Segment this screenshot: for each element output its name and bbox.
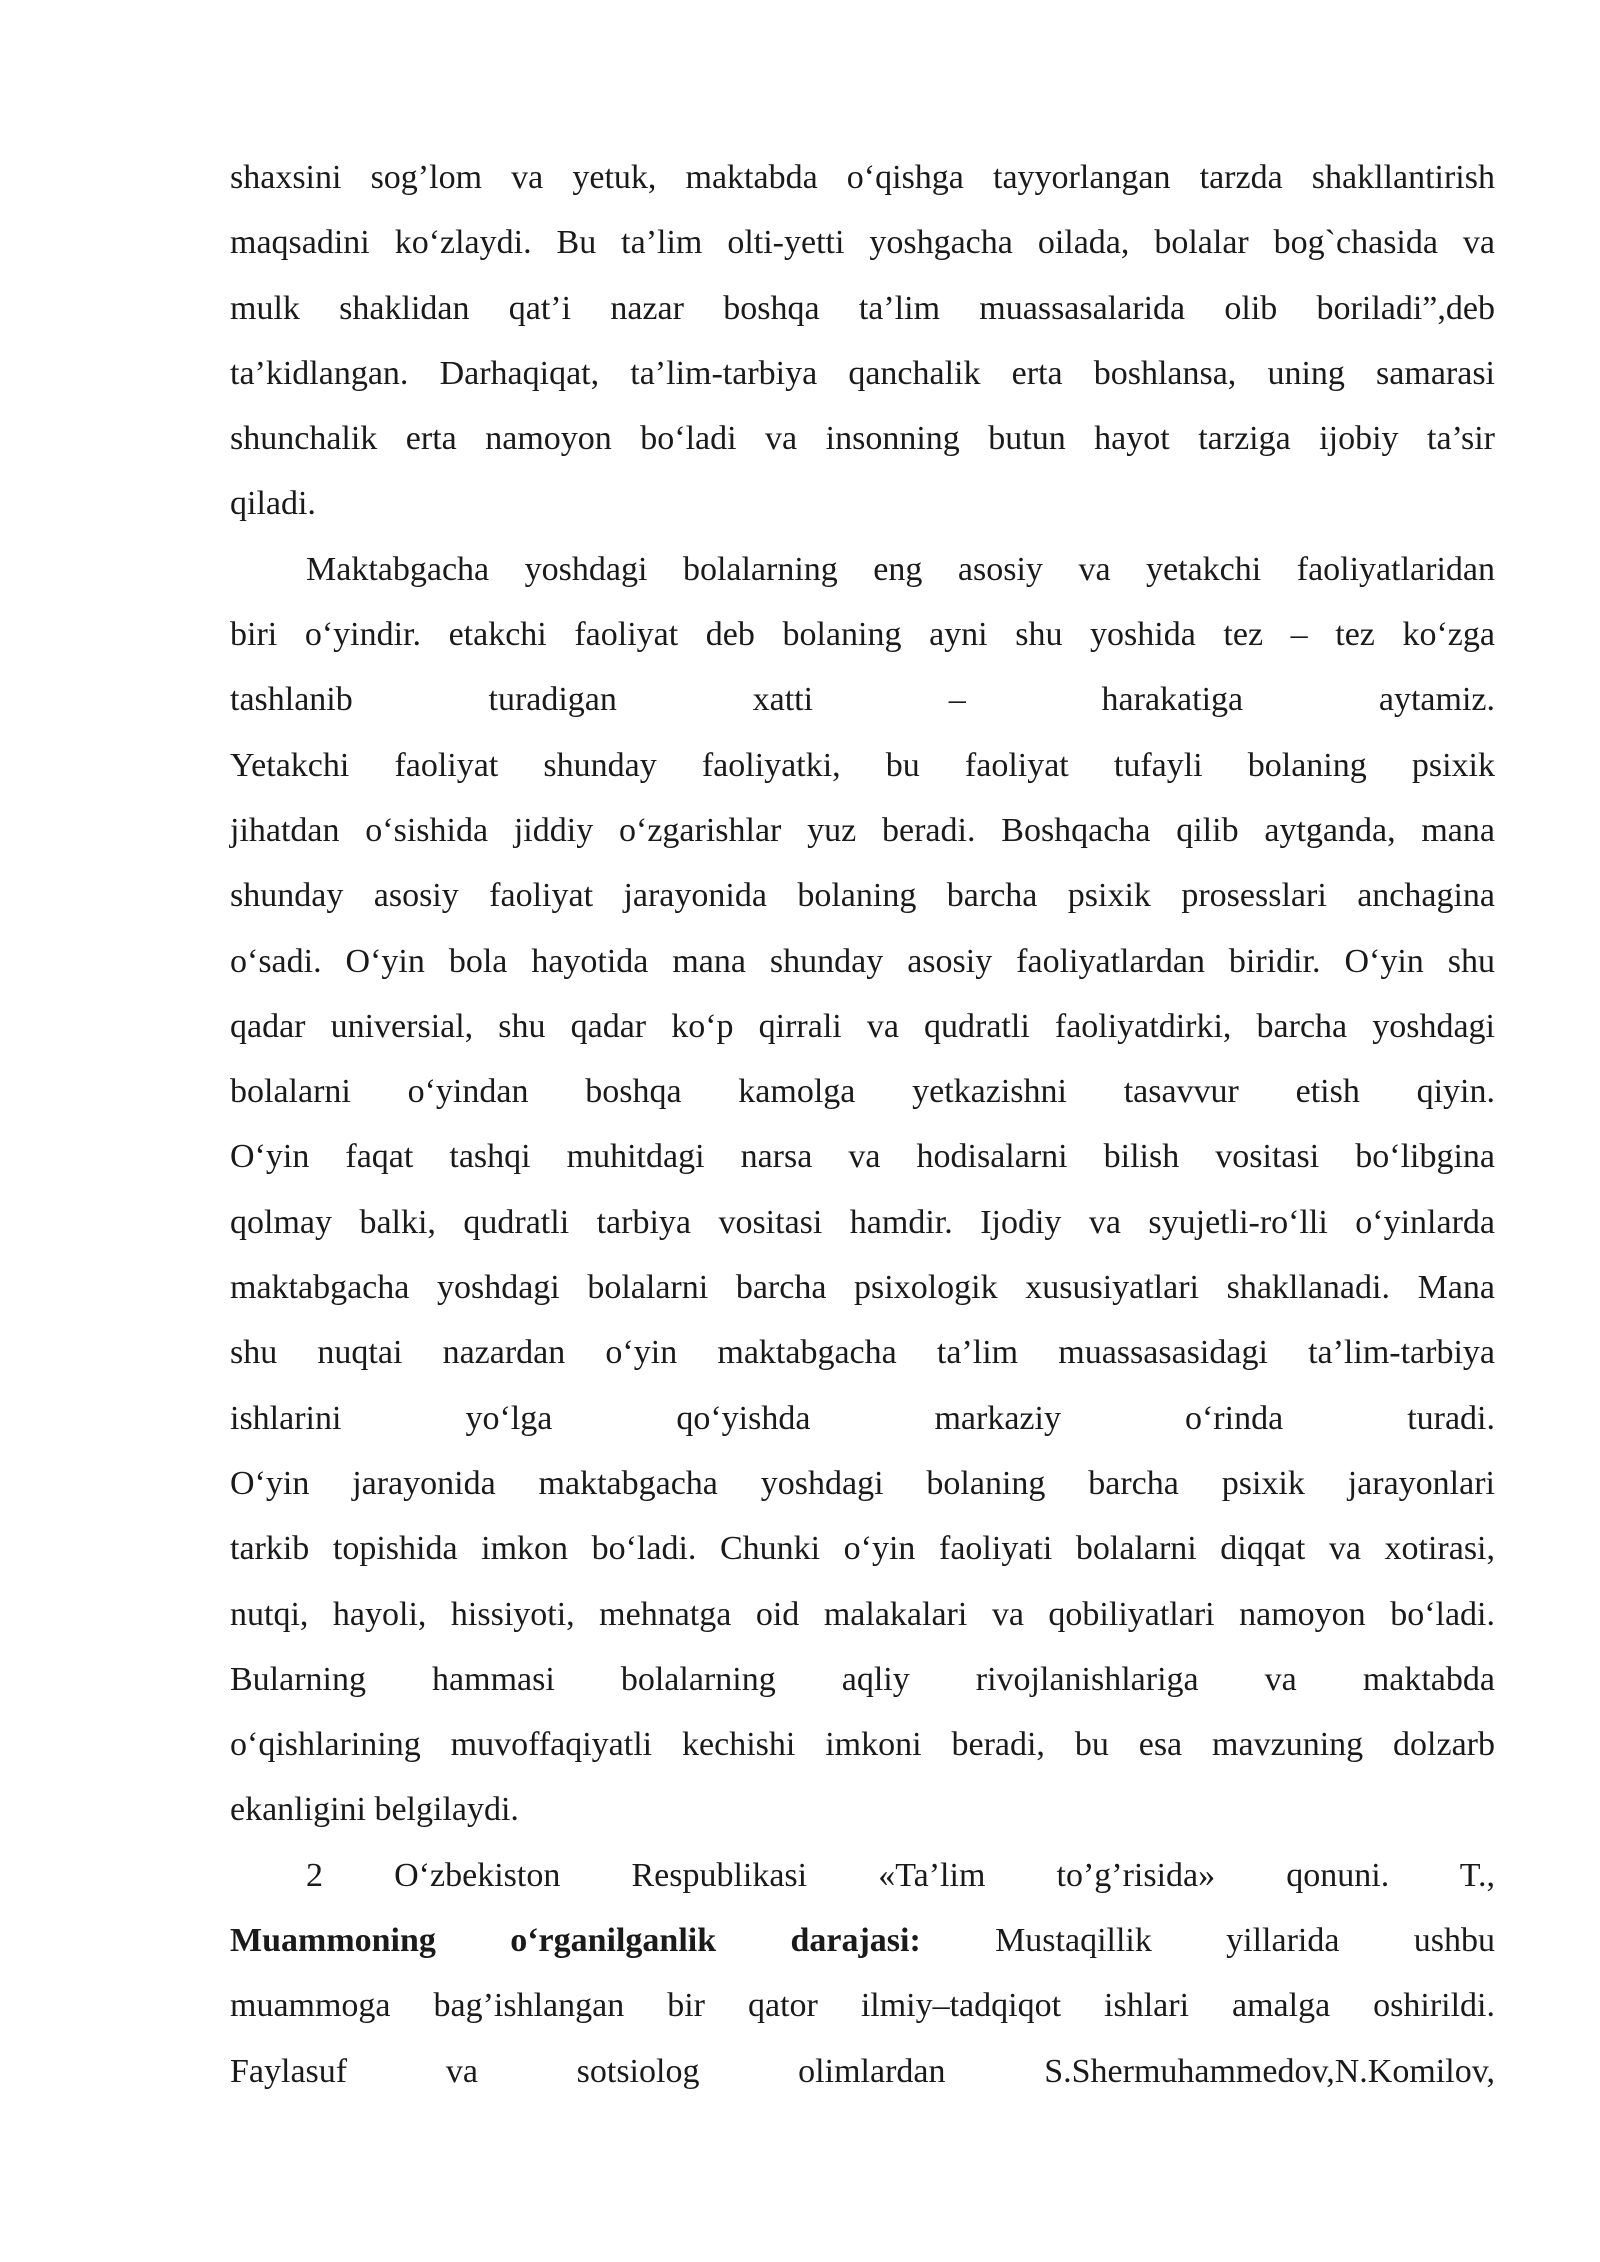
text-line: o‘sadi. O‘yin bola hayotida mana shunday asosiy faoliyatlardan biridir. O‘yin shu	[230, 942, 1495, 980]
text-line: qolmay balki, qudratli tarbiya vositasi hamdir. Ijodiy va syujetli-ro‘lli o‘yinlarda	[230, 1203, 1495, 1241]
text-line: mulk shaklidan qat’i nazar boshqa ta’lim muassasalarida olib boriladi”,deb	[230, 289, 1495, 327]
text-line: shu nuqtai nazardan o‘yin maktabgacha ta’lim muassasasidagi ta’lim-tarbiya	[230, 1334, 1495, 1372]
text-line: Maktabgacha yoshdagi bolalarning eng asosiy va yetakchi faoliyatlaridan	[306, 550, 1495, 588]
text-line: O‘yin faqat tashqi muhitdagi narsa va hodisalarni bilish vositasi bo‘libgina	[230, 1138, 1495, 1176]
text-line: ekanligini belgilaydi.	[230, 1791, 519, 1829]
text-line: qiladi.	[230, 485, 316, 523]
paragraph-2	[230, 537, 1495, 1843]
section-heading-continuation: Mustaqillik yillarida ushbu	[920, 1922, 1495, 1960]
text-line: o‘qishlarining muvoffaqiyatli kechishi imkoni beradi, bu esa mavzuning dolzarb	[230, 1726, 1495, 1764]
text-line: Faylasuf va sotsiolog olimlardan S.Shermuhammedov,N.Komilov,	[230, 2052, 1495, 2090]
text-line: tarkib topishida imkon bo‘ladi. Chunki o‘yin faoliyati bolalarni diqqat va xotirasi,	[230, 1530, 1495, 1568]
section-literature-review	[230, 1908, 1495, 2104]
text-line: nutqi, hayoli, hissiyoti, mehnatga oid malakalari va qobiliyatlari namoyon bo‘ladi.	[230, 1595, 1495, 1633]
paragraph-1	[230, 145, 1495, 537]
text-line: ishlarini yo‘lga qo‘yishda markaziy o‘rinda turadi.	[230, 1399, 1495, 1437]
text-line: shunchalik erta namoyon bo‘ladi va insonning butun hayot tarziga ijobiy ta’sir	[230, 420, 1495, 458]
text-line: O‘yin jarayonida maktabgacha yoshdagi bolaning barcha psixik jarayonlari	[230, 1464, 1495, 1502]
text-line: qadar universial, shu qadar ko‘p qirrali va qudratli faoliyatdirki, barcha yoshdagi	[230, 1007, 1495, 1045]
text-line: ta’kidlangan. Darhaqiqat, ta’lim-tarbiya qanchalik erta boshlansa, uning samarasi	[230, 354, 1495, 392]
text-line: jihatdan o‘sishida jiddiy o‘zgarishlar yuz beradi. Boshqacha qilib aytganda, mana	[230, 811, 1495, 849]
text-line: shaxsini sog’lom va yetuk, maktabda o‘qishga tayyorlangan tarzda shakllantirish	[230, 159, 1495, 196]
footnote-reference	[230, 1843, 1495, 1908]
text-line: tashlanib turadigan xatti – harakatiga aytamiz.	[230, 681, 1495, 719]
text-line: muammoga bag’ishlangan bir qator ilmiy–tadqiqot ishlari amalga oshirildi.	[230, 1987, 1495, 2025]
text-line: bolalarni o‘yindan boshqa kamolga yetkazishni tasavvur etish qiyin.	[230, 1073, 1495, 1111]
text-line: Bularning hammasi bolalarning aqliy rivojlanishlariga va maktabda	[230, 1660, 1495, 1698]
section-heading: Muammoning o‘rganilganlik darajasi:	[230, 1922, 921, 1960]
text-line: shunday asosiy faoliyat jarayonida bolaning barcha psixik prosesslari anchagina	[230, 877, 1495, 915]
text-line: Yetakchi faoliyat shunday faoliyatki, bu faoliyat tufayli bolaning psixik	[230, 746, 1495, 784]
text-line: maqsadini ko‘zlaydi. Bu ta’lim olti-yetti yoshgacha oilada, bolalar bog`chasida va	[230, 224, 1495, 262]
text-line	[230, 1908, 1495, 1973]
footnote-line: 2 O‘zbekiston Respublikasi «Ta’lim to’g’risida» qonuni. T.,	[306, 1856, 1495, 1894]
text-line: maktabgacha yoshdagi bolalarni barcha psixologik xususiyatlari shakllanadi. Mana	[230, 1269, 1495, 1307]
text-line: biri o‘yindir. etakchi faoliyat deb bolaning ayni shu yoshida tez – tez ko‘zga	[230, 616, 1495, 654]
document-body	[230, 145, 1495, 2104]
